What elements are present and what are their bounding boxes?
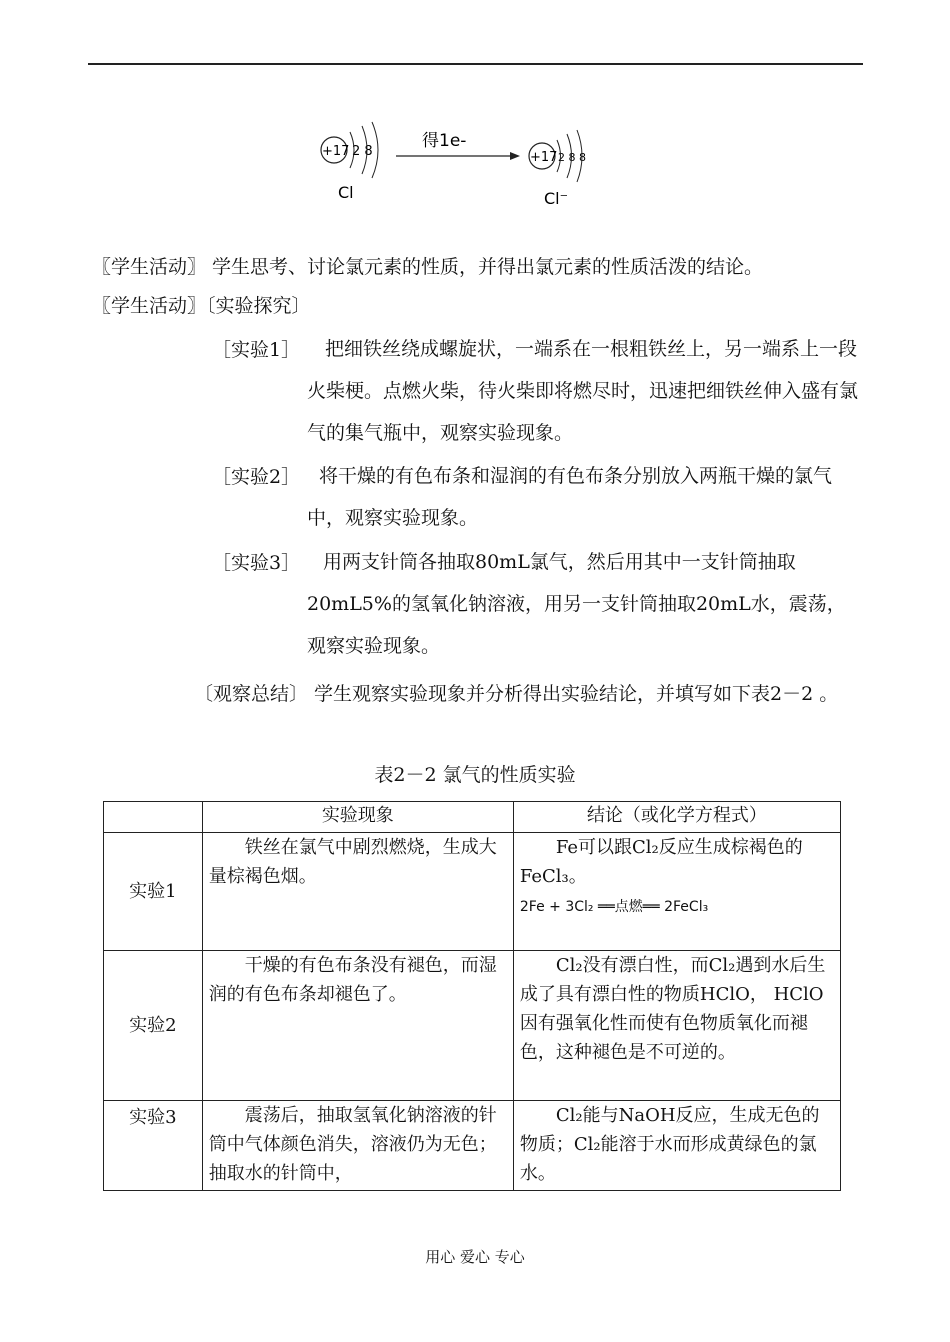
phenomenon-cell: [202, 833, 513, 951]
experiment-2-text: 将干燥的有色布条和湿润的有色布条分别放入两瓶干燥的氯气中，观察实验现象。: [307, 465, 833, 529]
conclusion-cell: [513, 951, 840, 1101]
conclusion-cell: [513, 1101, 840, 1191]
right-symbol: Cl⁻: [544, 189, 569, 208]
page-footer: 用心 爱心 专心: [425, 1248, 525, 1266]
table-header-row: [104, 802, 841, 833]
row-label: 实验3: [104, 1101, 203, 1191]
conclusion-text: Cl₂没有漂白性，而Cl₂遇到水后生成了具有漂白性的物质HClO， HClO因有强氧化性而使有色物质氧化而褪色，这种褪色是不可逆的。: [519, 955, 826, 1063]
student-activity-line-2: 〖学生活动〗〔实验探究〕: [92, 295, 311, 317]
table-row: [104, 1101, 841, 1191]
phenomenon-text: 震荡后，抽取氢氧化钠溶液的针筒中气体颜色消失，溶液仍为无色；抽取水的针筒中，: [208, 1105, 497, 1184]
conclusion-cell: [513, 833, 840, 951]
left-nucleus-charge: +17: [322, 144, 350, 159]
conclusion-text: Fe可以跟Cl₂反应生成棕褐色的FeCl₃。: [519, 837, 803, 887]
row-label: 实验1: [104, 833, 203, 951]
chemical-equation: 2Fe + 3Cl₂ ══点燃══ 2FeCl₃: [519, 899, 709, 915]
reaction-arrow-head: [510, 152, 520, 160]
phenomenon-cell: [202, 951, 513, 1101]
observation-summary: 〔观察总结〕 学生观察实验现象并分析得出实验结论，并填写如下表2－2 。: [194, 683, 839, 705]
experiment-1-label: ［实验1］: [212, 339, 301, 361]
left-symbol: Cl: [338, 183, 354, 202]
experiment-table: [103, 801, 841, 1191]
header-rule: [88, 63, 863, 65]
student-activity-line-1: 〖学生活动〗 学生思考、讨论氯元素的性质，并得出氯元素的性质活泼的结论。: [92, 256, 764, 278]
table-header-cell: [104, 802, 203, 833]
arrow-label: 得1e-: [422, 131, 467, 151]
right-nucleus-charge: +17: [530, 150, 558, 165]
table-header-cell: 结论（或化学方程式）: [513, 802, 840, 833]
table-row: [104, 951, 841, 1101]
phenomenon-cell: [202, 1101, 513, 1191]
table-header-cell: 实验现象: [202, 802, 513, 833]
experiment-3-text: 用两支针筒各抽取80mL氯气，然后用其中一支针筒抽取20mL5%的氢氧化钠溶液，用另一支针筒抽取20mL水，震荡，观察实验现象。: [307, 551, 846, 657]
experiment-2-label: ［实验2］: [212, 466, 301, 488]
table-caption: 表2－2 氯气的性质实验: [374, 764, 576, 786]
right-shells: 2 8 8: [558, 151, 586, 164]
row-label: 实验2: [104, 951, 203, 1101]
experiment-1-text: 把细铁丝绕成螺旋状，一端系在一根粗铁丝上，另一端系上一段火柴梗。点燃火柴，待火柴即将燃尽时，迅速把细铁丝伸入盛有氯气的集气瓶中，观察实验现象。: [307, 338, 859, 444]
electron-transfer-diagram: [316, 112, 606, 212]
phenomenon-text: 铁丝在氯气中剧烈燃烧，生成大量棕褐色烟。: [208, 837, 497, 887]
experiment-3-label: ［实验3］: [212, 552, 301, 574]
left-shells: 2 8: [352, 144, 373, 159]
conclusion-text: Cl₂能与NaOH反应，生成无色的物质；Cl₂能溶于水而形成黄绿色的氯水。: [519, 1105, 820, 1184]
table-row: [104, 833, 841, 951]
phenomenon-text: 干燥的有色布条没有褪色，而湿润的有色布条却褪色了。: [208, 955, 497, 1005]
left-shell-arc-3: [372, 122, 378, 178]
